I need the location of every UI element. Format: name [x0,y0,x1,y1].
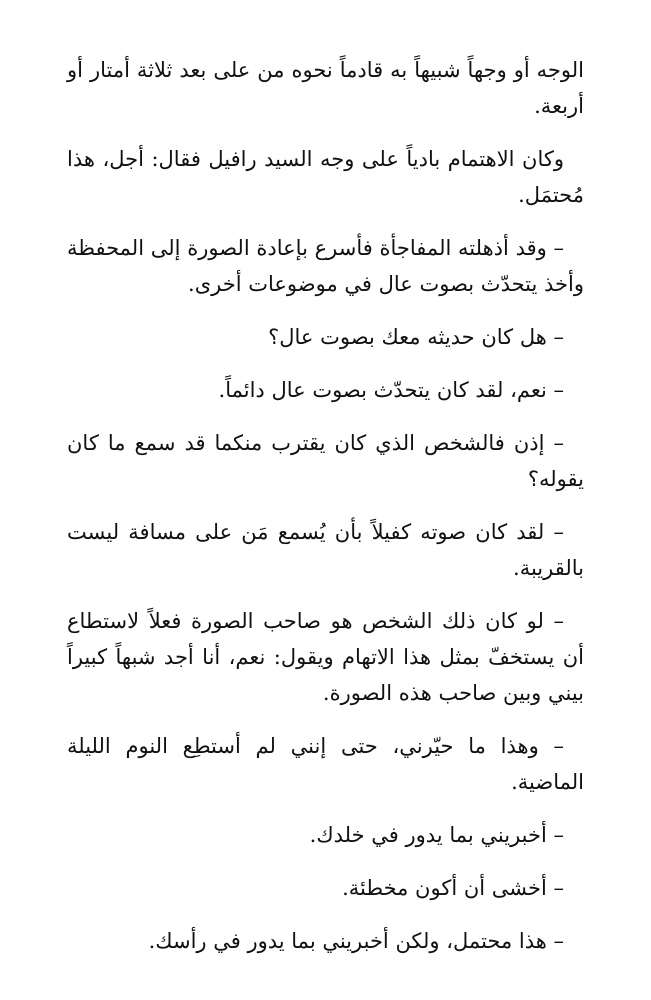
paragraph-continuation: الوجه أو وجهاً شبيهاً به قادماً نحوه من على بعد ثلاثة أمتار أو أربعة. [67,58,584,118]
dialogue-line: – هل كان حديثه معك بصوت عال؟ [268,325,564,349]
dialogue-line: – أخبريني بما يدور في خلدك. [309,823,564,847]
paragraph-raphael-reply: وكان الاهتمام بادياً على وجه السيد رافيل فقال: أجل، هذا مُحتمَل. [67,147,584,207]
dialogue-line: – أخشى أن أكون مخطئة. [342,876,564,900]
dialogue-line: – لقد كان صوته كفيلاً بأن يُسمع مَن على مسافة ليست بالقريبة. [67,520,584,580]
dialogue-line: – وهذا ما حيّرني، حتى إنني لم أستطِع النوم الليلة الماضية. [67,734,584,794]
dialogue-line: – هذا محتمل، ولكن أخبريني بما يدور في رأسك. [148,929,564,953]
dialogue-line: – لو كان ذلك الشخص هو صاحب الصورة فعلاً لاستطاع أن يستخفّ بمثل هذا الاتهام ويقول: نعم، أنا أجد شبهاً كبيراً بيني وبين صاحب هذه الصورة. [67,609,584,705]
paragraph-surprise: – وقد أذهلته المفاجأة فأسرع بإعادة الصورة إلى المحفظة وأخذ يتحدّث بصوت عال في موضوعات أخرى. [67,236,584,296]
dialogue-line: – إذن فالشخص الذي كان يقترب منكما قد سمع ما كان يقوله؟ [67,431,584,491]
dialogue-line: – نعم، لقد كان يتحدّث بصوت عال دائماً. [218,378,564,402]
